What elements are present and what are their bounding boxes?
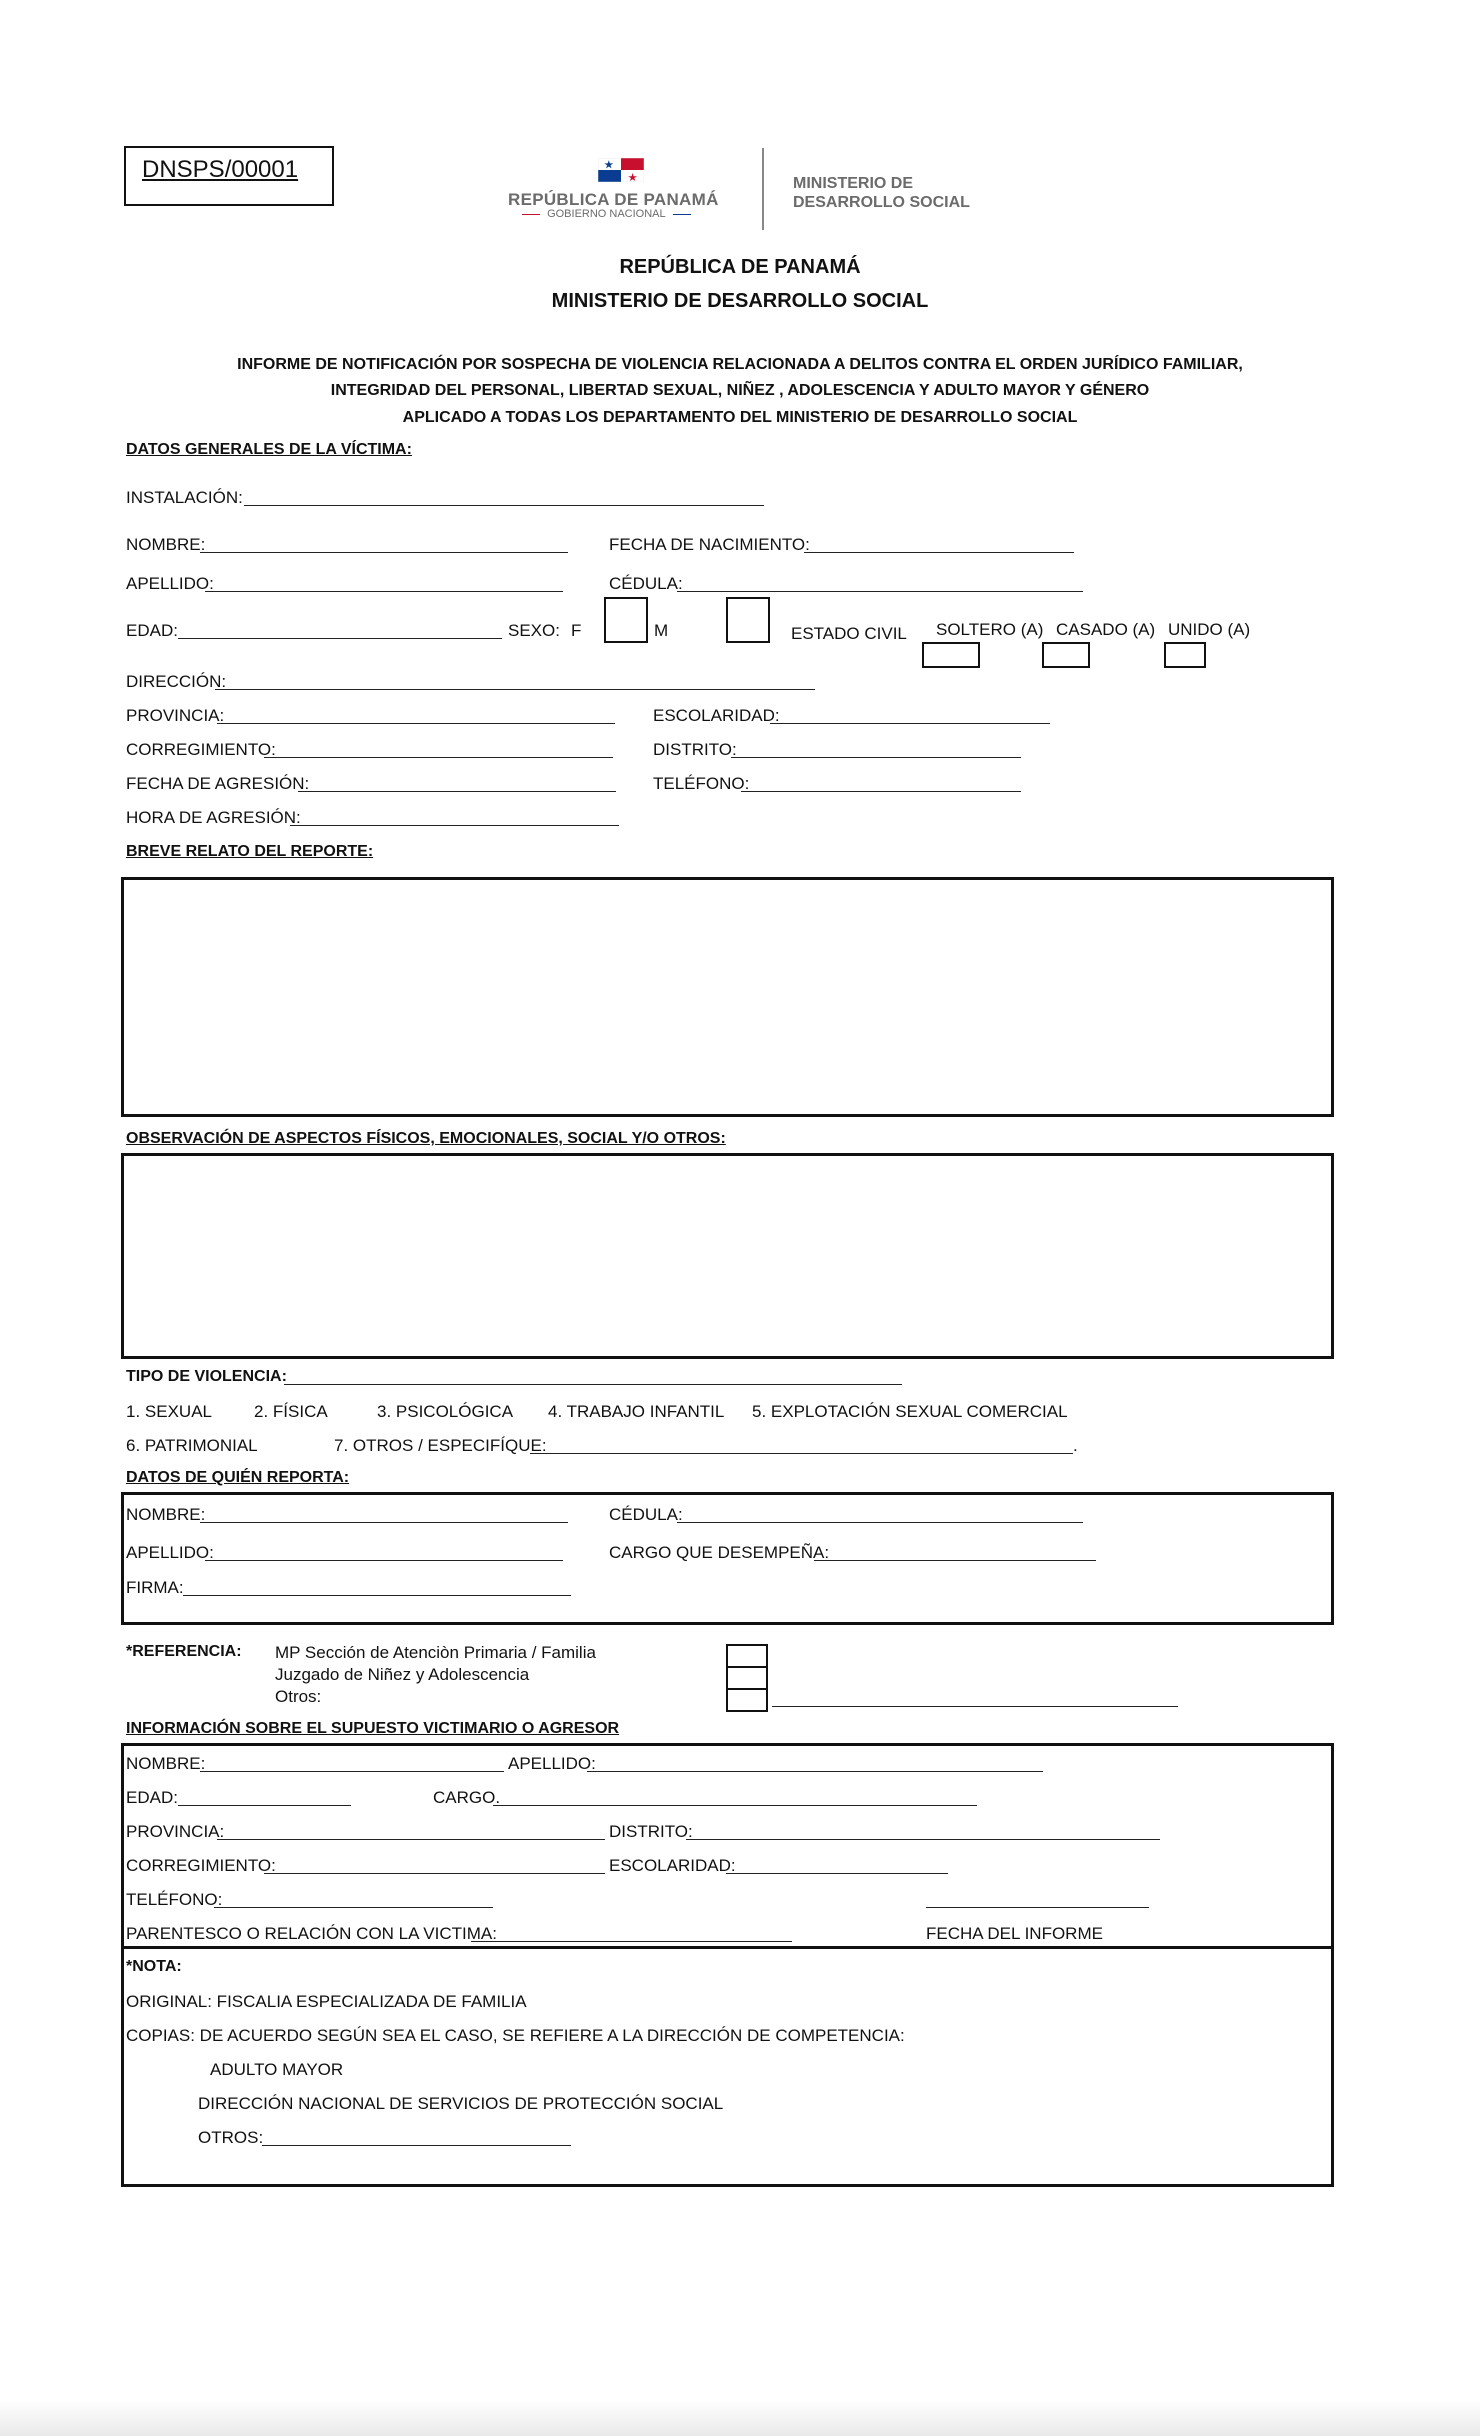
violencia-label: TIPO DE VIOLENCIA: [126,1368,287,1385]
aggressor-provincia-label: PROVINCIA: [126,1822,225,1841]
apellido-field[interactable] [205,591,563,592]
cedula-field[interactable] [677,591,1083,592]
panama-flag-icon [598,158,644,182]
escolaridad-field[interactable] [770,723,1050,724]
fecha-agresion-label: FECHA DE AGRESIÓN: [126,774,310,793]
page-bottom-shade [0,2400,1480,2436]
distrito-field[interactable] [731,757,1021,758]
heading-sub1: INFORME DE NOTIFICACIÓN POR SOSPECHA DE VIOLENCIA RELACIONADA A DELITOS CONTRA EL ORDEN JURÍDICO FAMILIAR, [237,356,1243,373]
aggressor-distrito-field[interactable] [686,1839,1160,1840]
aggressor-nombre-field[interactable] [200,1771,504,1772]
soltero-checkbox[interactable] [922,642,980,668]
aggressor-apellido-label: APELLIDO: [508,1754,596,1773]
aggressor-telefono-field[interactable] [214,1907,493,1908]
violencia-trabajo-infantil[interactable]: 4. TRABAJO INFANTIL [548,1402,725,1421]
fecha-nacimiento-field[interactable] [804,552,1074,553]
nota-otros-label: OTROS: [198,2128,264,2147]
heading-sub3: APLICADO A TODAS LOS DEPARTAMENTO DEL MINISTERIO DE DESARROLLO SOCIAL [402,409,1078,426]
direccion-field[interactable] [215,689,815,690]
aggressor-parentesco-label: PARENTESCO O RELACIÓN CON LA VICTIMA: [126,1924,497,1943]
direccion-label: DIRECCIÓN: [126,672,227,691]
provincia-field[interactable] [217,723,615,724]
violencia-otros-field[interactable] [530,1453,1073,1454]
aggressor-provincia-field[interactable] [217,1839,605,1840]
aggressor-section-title: INFORMACIÓN SOBRE EL SUPUESTO VICTIMARIO O AGRESOR [126,1720,620,1737]
aggressor-distrito-label: DISTRITO: [609,1822,693,1841]
heading-line2: MINISTERIO DE DESARROLLO SOCIAL [551,290,929,312]
aggressor-apellido-field[interactable] [587,1771,1043,1772]
relato-textarea[interactable] [121,877,1334,1117]
heading-line1: REPÚBLICA DE PANAMÁ [619,256,861,278]
logo-ministerio-line2: DESARROLLO SOCIAL [793,194,970,211]
apellido-label: APELLIDO: [126,574,214,593]
violencia-sexual[interactable]: 1. SEXUAL [126,1402,212,1421]
logo-ministerio-line1: MINISTERIO DE [793,175,914,192]
casado-checkbox[interactable] [1042,642,1090,668]
fecha-agresion-field[interactable] [298,791,616,792]
violencia-psicologica[interactable]: 3. PSICOLÓGICA [377,1402,514,1421]
fecha-nacimiento-label: FECHA DE NACIMIENTO: [609,535,810,554]
referencia-opt3: Otros: [275,1687,322,1706]
aggressor-edad-field[interactable] [178,1805,351,1806]
violencia-otros-label: 7. OTROS / ESPECIFÍQUE: [334,1436,547,1455]
nota-direccion: DIRECCIÓN NACIONAL DE SERVICIOS DE PROTECCIÓN SOCIAL [198,2094,724,2113]
referencia-label: *REFERENCIA: [126,1643,242,1660]
nota-copias: COPIAS: DE ACUERDO SEGÚN SEA EL CASO, SE REFIERE A LA DIRECCIÓN DE COMPETENCIA: [126,2026,905,2045]
aggressor-corregimiento-field[interactable] [264,1873,605,1874]
relato-section-title: BREVE RELATO DEL REPORTE: [126,843,374,860]
reporter-cedula-field[interactable] [677,1522,1083,1523]
reporter-nombre-label: NOMBRE: [126,1505,206,1524]
aggressor-cargo-label: CARGO. [433,1788,501,1807]
unido-label: UNIDO (A) [1168,620,1251,639]
reporter-apellido-label: APELLIDO: [126,1543,214,1562]
aggressor-escolaridad-label: ESCOLARIDAD: [609,1856,736,1875]
sexo-f-label: F [571,621,582,640]
instalacion-field[interactable] [244,505,764,506]
sexo-label: SEXO: [508,621,560,640]
telefono-label: TELÉFONO: [653,774,750,793]
referencia-opt1-checkbox[interactable] [726,1644,768,1668]
nota-otros-field[interactable] [262,2145,571,2146]
reporter-firma-field[interactable] [183,1595,571,1596]
violencia-patrimonial[interactable]: 6. PATRIMONIAL [126,1436,258,1455]
logo-gobierno-subtitle [522,208,691,220]
reporter-apellido-field[interactable] [205,1560,563,1561]
sexo-f-checkbox[interactable] [604,597,648,643]
hora-agresion-field[interactable] [290,825,619,826]
reporter-section-title: DATOS DE QUIÉN REPORTA: [126,1469,350,1486]
aggressor-corregimiento-label: CORREGIMIENTO: [126,1856,276,1875]
nombre-field[interactable] [200,552,568,553]
referencia-opt2-checkbox[interactable] [726,1666,768,1690]
soltero-label: SOLTERO (A) [936,620,1044,639]
violencia-fisica[interactable]: 2. FÍSICA [254,1402,328,1421]
reporter-nombre-field[interactable] [200,1522,568,1523]
unido-checkbox[interactable] [1164,642,1206,668]
nota-label: *NOTA: [126,1958,182,1975]
violencia-period: . [1073,1436,1078,1455]
referencia-opt3-checkbox[interactable] [726,1688,768,1712]
fecha-informe-label: FECHA DEL INFORME [926,1924,1103,1943]
provincia-label: PROVINCIA: [126,706,225,725]
cedula-label: CÉDULA: [609,574,683,593]
violencia-explotacion[interactable]: 5. EXPLOTACIÓN SEXUAL COMERCIAL [752,1402,1068,1421]
reporter-cedula-label: CÉDULA: [609,1505,683,1524]
aggressor-edad-label: EDAD: [126,1788,178,1807]
distrito-label: DISTRITO: [653,740,737,759]
estado-civil-label: ESTADO CIVIL [791,624,907,643]
logo-gobierno-text: GOBIERNO NACIONAL [547,208,666,220]
aggressor-parentesco-field[interactable] [471,1941,792,1942]
aggressor-box [121,1743,1334,1949]
edad-label: EDAD: [126,621,178,640]
aggressor-nombre-label: NOMBRE: [126,1754,206,1773]
reporter-firma-label: FIRMA: [126,1578,184,1597]
corregimiento-label: CORREGIMIENTO: [126,740,276,759]
nota-original: ORIGINAL: FISCALIA ESPECIALIZADA DE FAMILIA [126,1992,527,2011]
aggressor-telefono-label: TELÉFONO: [126,1890,223,1909]
logo-divider [762,148,764,230]
corregimiento-field[interactable] [264,757,613,758]
referencia-opt1: MP Sección de Atenciòn Primaria / Familia [275,1643,596,1662]
referencia-opt2: Juzgado de Niñez y Adolescencia [275,1665,530,1684]
logo-republica-title: REPÚBLICA DE PANAMÁ [508,190,719,209]
escolaridad-label: ESCOLARIDAD: [653,706,780,725]
heading-sub2: INTEGRIDAD DEL PERSONAL, LIBERTAD SEXUAL, NIÑEZ , ADOLESCENCIA Y ADULTO MAYOR Y GÉNERO [330,382,1150,399]
reporter-cargo-field[interactable] [814,1560,1096,1561]
observacion-section-title: OBSERVACIÓN DE ASPECTOS FÍSICOS, EMOCIONALES, SOCIAL Y/O OTROS: [126,1130,726,1147]
edad-field[interactable] [178,638,502,639]
victim-section-title: DATOS GENERALES DE LA VÍCTIMA: [126,441,412,458]
nombre-label: NOMBRE: [126,535,206,554]
referencia-otros-field[interactable] [772,1706,1178,1707]
casado-label: CASADO (A) [1056,620,1156,639]
aggressor-cargo-field[interactable] [493,1805,977,1806]
sexo-m-checkbox[interactable] [726,597,770,643]
violencia-field[interactable] [284,1384,902,1385]
form-code: DNSPS/00001 [142,156,299,183]
aggressor-escolaridad-field[interactable] [726,1873,948,1874]
observacion-textarea[interactable] [121,1153,1334,1359]
hora-agresion-label: HORA DE AGRESIÓN: [126,808,301,827]
nota-adulto-mayor: ADULTO MAYOR [210,2060,344,2079]
sexo-m-label: M [654,621,669,640]
fecha-informe-field[interactable] [926,1907,1149,1908]
reporter-cargo-label: CARGO QUE DESEMPEÑA: [609,1543,830,1562]
telefono-field[interactable] [741,791,1021,792]
instalacion-label: INSTALACIÓN: [126,488,243,507]
